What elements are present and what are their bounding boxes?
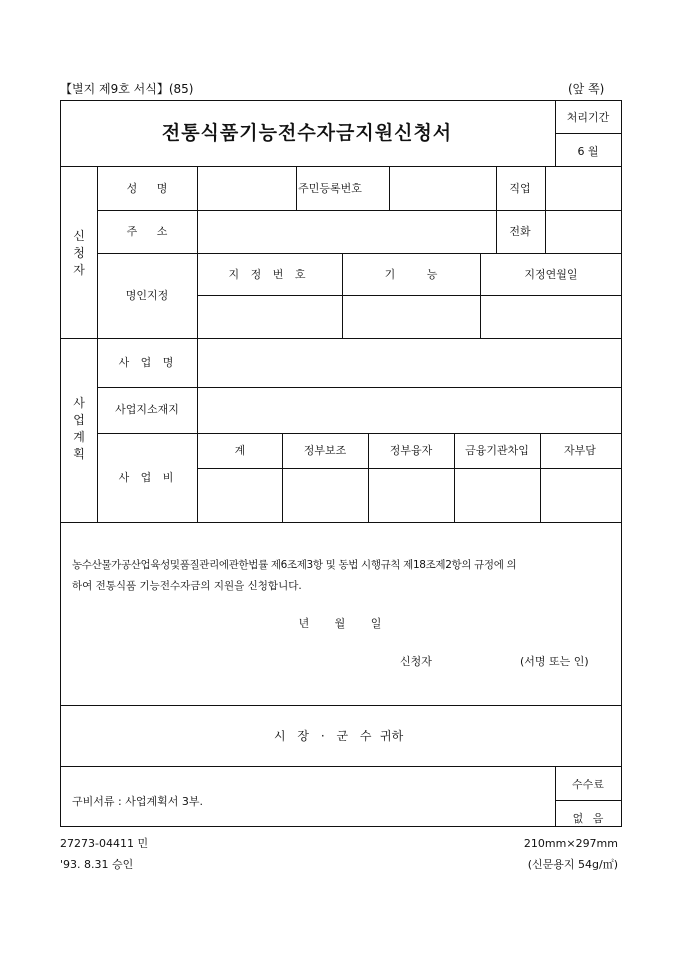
- phone-label: 전화: [509, 225, 531, 238]
- paper-size: 210mm×297mm: [523, 837, 618, 850]
- processing-label: 처리기간: [566, 111, 610, 124]
- form-title: 전통식품기능전수자금지원신청서: [161, 122, 453, 144]
- cost-col-government-subsidy: 정부보조: [303, 444, 347, 457]
- cost-col-total: 계: [234, 444, 246, 457]
- fee-label: 수수료: [572, 778, 604, 791]
- applicant-signature-label: 신청자: [400, 655, 432, 668]
- rrn-label: 주민등록번호: [298, 182, 362, 195]
- processing-period: 6 월: [577, 145, 599, 158]
- recipient-honorific: 귀하: [380, 729, 404, 743]
- statement-line-1: 농수산물가공산업육성및품질관리에관한법률 제6조제3항 및 동법 시행규칙 제18조제2항의 규정에 의: [72, 559, 517, 571]
- form-code: 27273-04411 민: [60, 837, 149, 850]
- recipient: 시 장 · 군 수: [274, 729, 376, 743]
- designation-number-label: 지 정 번 호: [228, 268, 310, 281]
- business-cost-label: 사 업 비: [118, 471, 178, 484]
- approval-date: '93. 8.31 승인: [60, 858, 134, 871]
- job-label: 직업: [509, 182, 531, 195]
- name-label: 성 명: [126, 182, 176, 195]
- form-label: 【별지 제9호 서식】(85): [60, 82, 194, 96]
- cost-col-government-loan: 정부융자: [389, 444, 433, 457]
- paper-type: (신문용지 54g/㎡): [527, 858, 618, 871]
- designation-date-label: 지정연월일: [524, 268, 578, 281]
- cost-col-bank-loan: 금융기관차입: [465, 444, 529, 457]
- skill-label: 기 능: [384, 268, 438, 281]
- signature-placeholder: (서명 또는 인): [520, 655, 589, 668]
- master-designation-label: 명인지정: [125, 289, 169, 302]
- fee-value: 없 음: [572, 812, 604, 825]
- cost-col-self-funded: 자부담: [564, 444, 596, 457]
- statement-line-2: 하여 전통식품 기능전수자금의 지원을 신청합니다.: [72, 580, 302, 592]
- address-label: 주 소: [126, 225, 176, 238]
- business-location-label: 사업지소재지: [115, 403, 179, 416]
- page-side: (앞 쪽): [568, 82, 605, 96]
- application-date: 년 월 일: [298, 617, 382, 630]
- business-name-label: 사 업 명: [118, 356, 178, 369]
- required-documents: 구비서류 : 사업계획서 3부.: [72, 795, 203, 808]
